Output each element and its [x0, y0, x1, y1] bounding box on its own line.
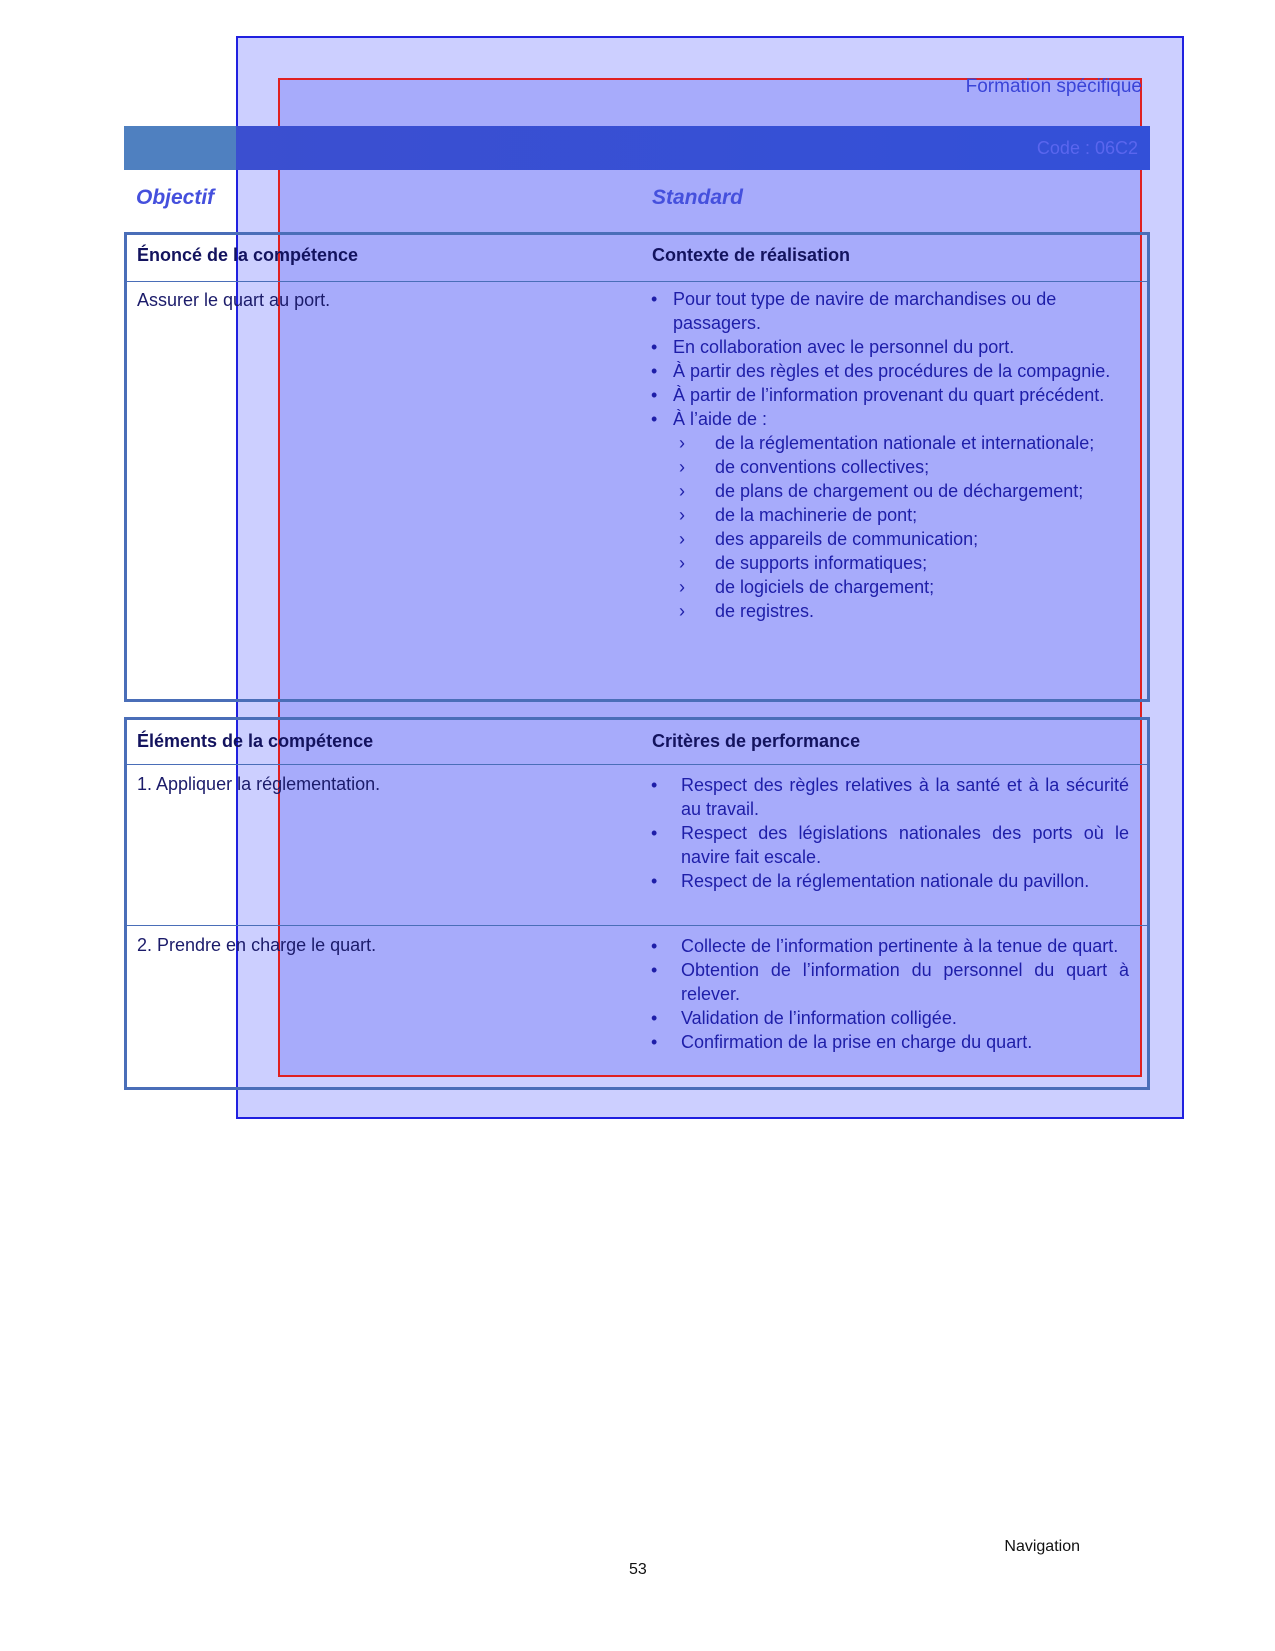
bullet-icon: •	[651, 871, 658, 891]
aid-item: › de supports informatiques;	[679, 553, 928, 573]
criterion-item: • Obtention de l’information du personnel du quart à relever.	[651, 960, 1129, 1004]
bullet-icon: •	[651, 1008, 658, 1028]
bullet-icon: •	[651, 361, 658, 381]
bullet-icon: •	[651, 409, 658, 429]
bullet-icon: •	[651, 775, 658, 795]
criteria-list-1	[651, 773, 1129, 893]
navigation-link[interactable]: Navigation	[1004, 1538, 1080, 1555]
criterion-item: • Validation de l’information colligée.	[651, 1008, 957, 1028]
context-item: • À partir des règles et des procédures de la compagnie.	[651, 361, 1111, 381]
aid-item: › de registres.	[679, 601, 815, 621]
sub-bullet-icon: ›	[679, 529, 685, 549]
context-item: • Pour tout type de navire de marchandises ou de passagers.	[651, 289, 1057, 333]
sub-bullet-icon: ›	[679, 505, 685, 525]
page-number: 53	[629, 1561, 647, 1578]
section-objectif: Objectif	[136, 186, 215, 209]
criteria-header: Critères de performance	[652, 731, 861, 751]
criterion-item: • Respect des législations nationales des ports où le navire fait escale.	[651, 823, 1129, 867]
aid-item: › de conventions collectives;	[679, 457, 930, 477]
bullet-icon: •	[651, 289, 658, 309]
context-list	[651, 287, 1121, 623]
bullet-icon: •	[651, 385, 658, 405]
header-divider	[127, 281, 1147, 282]
criterion-item: • Collecte de l’information pertinente à la tenue de quart.	[651, 936, 1119, 956]
sub-bullet-icon: ›	[679, 577, 685, 597]
bullet-icon: •	[651, 960, 658, 980]
sub-bullet-icon: ›	[679, 433, 685, 453]
sub-bullet-icon: ›	[679, 601, 685, 621]
bullet-icon: •	[651, 1032, 658, 1052]
context-item: • À l’aide de : › de la réglementation nationale et internationale; › de conventions collectives; › de plans de chargement ou de déchargement; › de la machinerie de pont; › des appareils de communication; › de supports informatiques; › de logiciels de chargement; › de registres.	[651, 407, 1121, 623]
bullet-icon: •	[651, 936, 658, 956]
statement-header: Énoncé de la compétence	[137, 245, 359, 265]
aid-item: › de la machinerie de pont;	[679, 505, 918, 525]
document-title: Formation spécifique	[965, 76, 1142, 97]
context-item: • En collaboration avec le personnel du port.	[651, 337, 1015, 357]
element-2: 2. Prendre en charge le quart.	[137, 935, 377, 955]
aid-item: › de la réglementation nationale et internationale;	[679, 433, 1095, 453]
aid-item: › des appareils de communication;	[679, 529, 979, 549]
sub-bullet-icon: ›	[679, 481, 685, 501]
row-divider	[127, 925, 1147, 926]
elements-header: Éléments de la compétence	[137, 731, 374, 751]
element-1: 1. Appliquer la réglementation.	[137, 774, 381, 794]
section-standard: Standard	[652, 186, 744, 209]
aids-list	[673, 431, 1121, 623]
course-code: Code : 06C2	[1036, 138, 1138, 158]
competence-statement: Assurer le quart au port.	[137, 290, 331, 310]
sub-bullet-icon: ›	[679, 457, 685, 477]
criterion-item: • Respect des règles relatives à la santé et à la sécurité au travail.	[651, 775, 1129, 819]
bullet-icon: •	[651, 823, 658, 843]
aid-item: › de logiciels de chargement;	[679, 577, 935, 597]
competence-table	[124, 232, 1150, 702]
context-header: Contexte de réalisation	[652, 245, 851, 265]
header-banner	[124, 126, 1150, 170]
aid-item: › de plans de chargement ou de déchargement;	[679, 481, 1084, 501]
criterion-item: • Respect de la réglementation nationale du pavillon.	[651, 871, 1090, 891]
sub-bullet-icon: ›	[679, 553, 685, 573]
bullet-icon: •	[651, 337, 658, 357]
criteria-list-2	[651, 934, 1129, 1054]
criterion-item: • Confirmation de la prise en charge du quart.	[651, 1032, 1033, 1052]
header-divider	[127, 764, 1147, 765]
performance-table	[124, 717, 1150, 1090]
context-item: • À partir de l’information provenant du quart précédent.	[651, 385, 1105, 405]
